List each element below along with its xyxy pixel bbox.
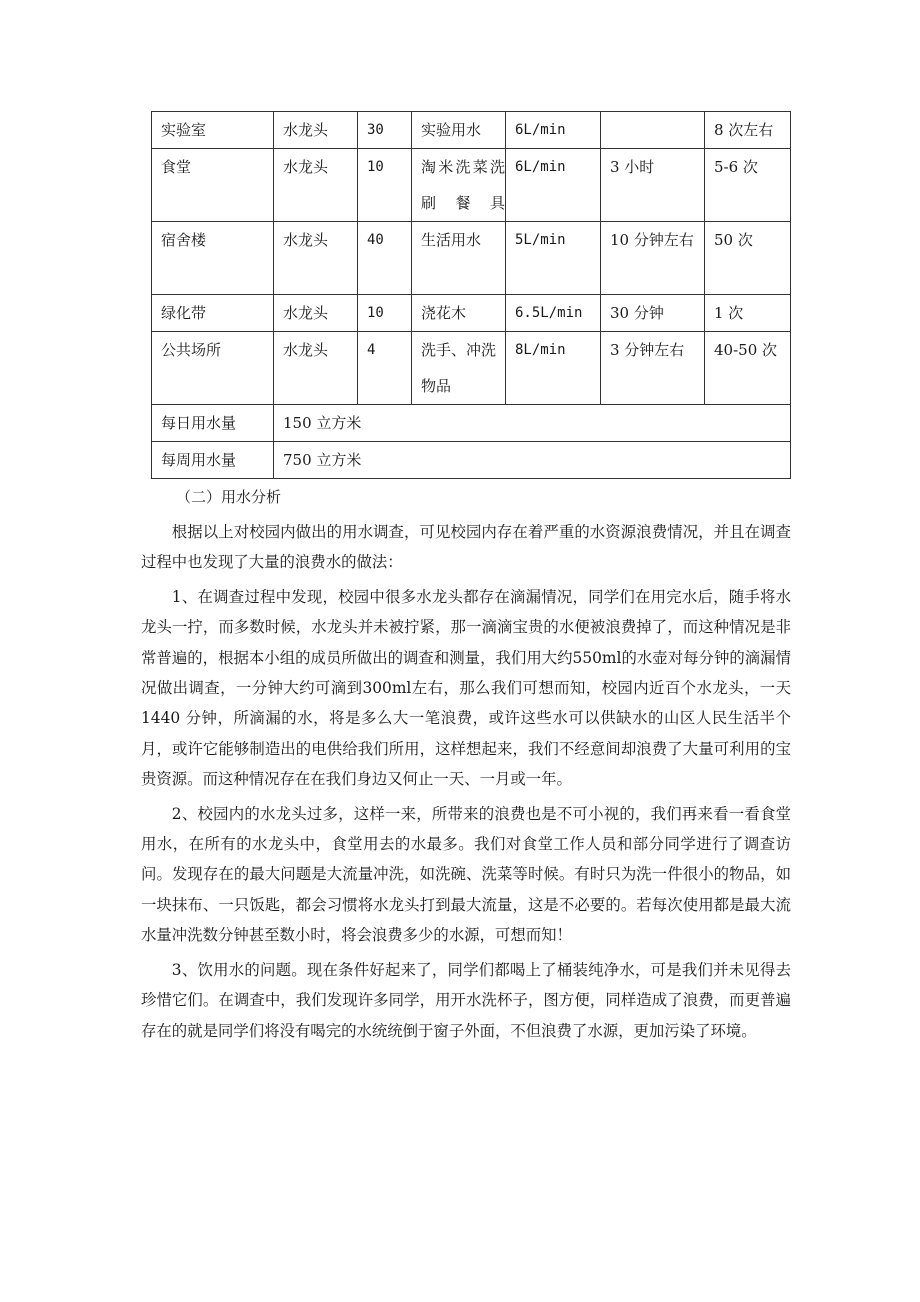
table-cell: 洗手、冲洗物品	[412, 332, 506, 405]
table-cell: 生活用水	[412, 222, 506, 295]
finding-paragraph-2: 2、校园内的水龙头过多，这样一来，所带来的浪费也是不可小视的，我们再来看一看食堂用水，在所有的水龙头中，食堂用去的水最多。我们对食堂工作人员和部分同学进行了调查访问。发现存在的最大问题是大流量冲洗，如洗碗、洗菜等时候。有时只为洗一件很小的物品，如一块抹布、一只饭匙，都会习惯将水龙头打到最大流量，这是不必要的。若每次使用都是最大流水量冲洗数分钟甚至数小时，将会浪费多少的水源，可想而知！	[141, 804, 791, 945]
table-cell: 10	[358, 149, 412, 222]
table-cell: 8 次左右	[705, 112, 791, 149]
water-usage-table	[151, 111, 791, 479]
table-cell: 浇花木	[412, 295, 506, 332]
table-cell: 食堂	[152, 149, 274, 222]
table-cell: 10	[358, 295, 412, 332]
summary-value: 150 立方米	[274, 405, 791, 442]
table-cell: 水龙头	[274, 149, 358, 222]
summary-label: 每周用水量	[152, 442, 274, 479]
table-cell: 水龙头	[274, 222, 358, 295]
table-cell: 3 分钟左右	[601, 332, 705, 405]
summary-row	[152, 442, 791, 479]
table-cell	[601, 112, 705, 149]
section-heading: （二）用水分析	[176, 488, 282, 506]
table-cell: 6.5L/min	[506, 295, 601, 332]
table-cell: 40	[358, 222, 412, 295]
table-cell: 宿舍楼	[152, 222, 274, 295]
table-cell: 水龙头	[274, 332, 358, 405]
table-cell: 4	[358, 332, 412, 405]
table-cell: 公共场所	[152, 332, 274, 405]
summary-label: 每日用水量	[152, 405, 274, 442]
table-cell: 5-6 次	[705, 149, 791, 222]
table-cell: 6L/min	[506, 149, 601, 222]
finding-paragraph-1: 1、在调查过程中发现，校园中很多水龙头都存在滴漏情况，同学们在用完水后，随手将水龙头一拧，而多数时候，水龙头并未被拧紧，那一滴滴宝贵的水便被浪费掉了，而这种情况是非常普遍的，根据本小组的成员所做出的调查和测量，我们用大约550ml的水壶对每分钟的滴漏情况做出调查，一分钟大约可滴到300ml左右，那么我们可想而知，校园内近百个水龙头，一天 1440 分钟，所滴漏的水，将是多么大一笔浪费，或许这些水可以供缺水的山区人民生活半个月，或许它能够制造出的电供给我们所用，这样想起来，我们不经意间却浪费了大量可利用的宝贵资源。而这种情况存在在我们身边又何止一天、一月或一年。	[141, 587, 791, 789]
analysis-body	[141, 517, 791, 1046]
table-cell: 水龙头	[274, 112, 358, 149]
table-cell: 1 次	[705, 295, 791, 332]
finding-paragraph-3: 3、饮用水的问题。现在条件好起来了，同学们都喝上了桶装纯净水，可是我们并未见得去珍惜它们。在调查中，我们发现许多同学，用开水洗杯子，图方便，同样造成了浪费，而更普遍存在的就是同学们将没有喝完的水统统倒于窗子外面，不但浪费了水源，更加污染了环境。	[141, 960, 791, 1040]
table-cell: 10 分钟左右	[601, 222, 705, 295]
table-row	[152, 149, 791, 222]
table-row	[152, 295, 791, 332]
table-cell: 3 小时	[601, 149, 705, 222]
table-cell: 6L/min	[506, 112, 601, 149]
table-row	[152, 332, 791, 405]
table-row	[152, 112, 791, 149]
table-cell: 30	[358, 112, 412, 149]
summary-row	[152, 405, 791, 442]
table-cell: 5L/min	[506, 222, 601, 295]
table-cell: 实验室	[152, 112, 274, 149]
table-cell: 50 次	[705, 222, 791, 295]
table-cell: 30 分钟	[601, 295, 705, 332]
table-cell: 水龙头	[274, 295, 358, 332]
table-cell: 8L/min	[506, 332, 601, 405]
table-cell: 40-50 次	[705, 332, 791, 405]
table-cell: 绿化带	[152, 295, 274, 332]
table-cell: 淘米洗菜洗刷餐具	[412, 149, 506, 222]
intro-paragraph: 根据以上对校园内做出的用水调查，可见校园内存在着严重的水资源浪费情况，并且在调查过程中也发现了大量的浪费水的做法：	[141, 523, 791, 572]
table-cell: 实验用水	[412, 112, 506, 149]
table-row	[152, 222, 791, 295]
summary-value: 750 立方米	[274, 442, 791, 479]
